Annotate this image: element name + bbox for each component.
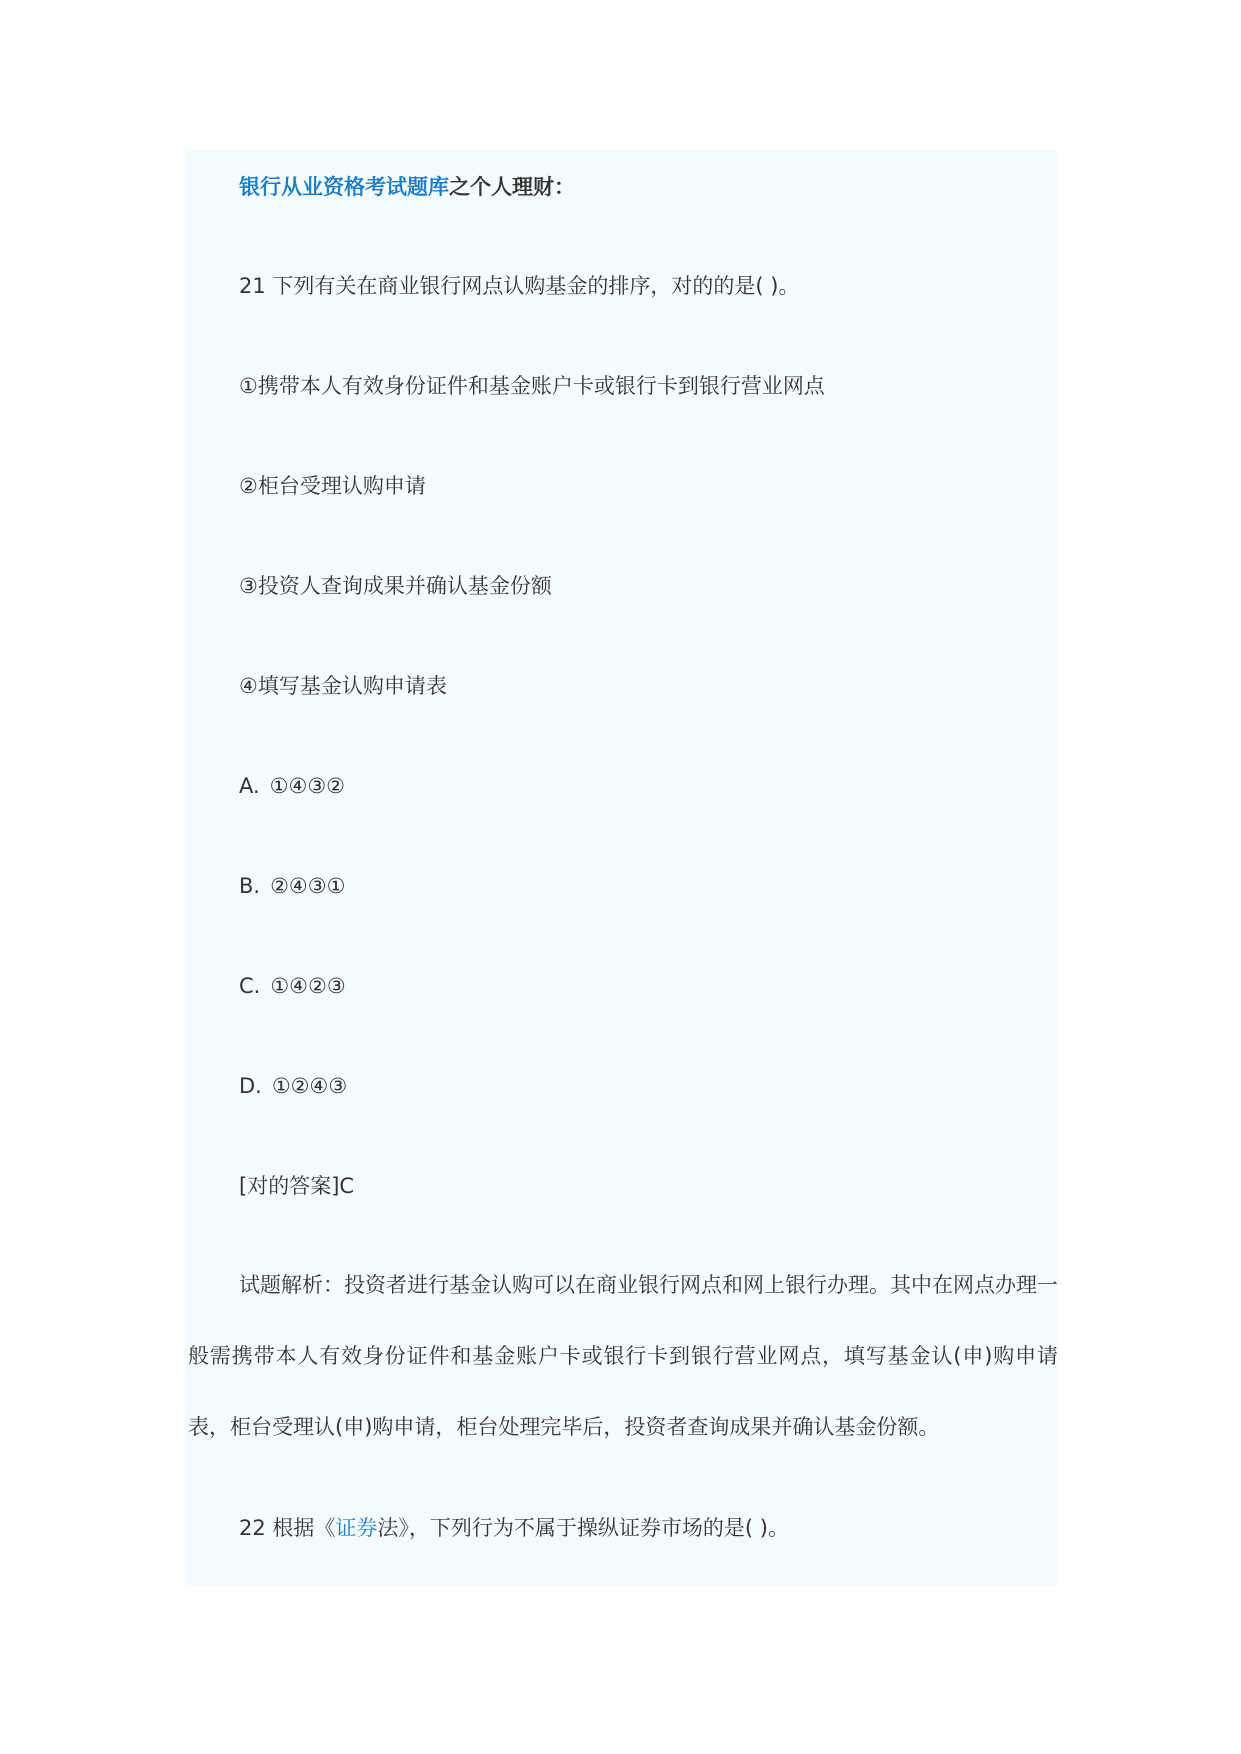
question-22-prefix: 22 根据《 xyxy=(239,1516,336,1540)
step-item-1: ①携带本人有效身份证件和基金账户卡或银行卡到银行营业网点 xyxy=(239,374,825,398)
option-d xyxy=(239,1071,347,1101)
option-b-text: ②④③① xyxy=(270,874,346,898)
step-item-3: ③投资人查询成果并确认基金份额 xyxy=(239,574,552,598)
option-c-text: ①④②③ xyxy=(270,974,346,998)
step-item-2: ②柜台受理认购申请 xyxy=(239,474,426,498)
option-d-letter: D. xyxy=(239,1074,262,1098)
securities-link[interactable]: 证券 xyxy=(335,1516,378,1540)
question-bank-link[interactable]: 银行从业资格考试题库 xyxy=(239,175,449,199)
answer-analysis: 试题解析：投资者进行基金认购可以在商业银行网点和网上银行办理。其中在网点办理一般需携带本人有效身份证件和基金账户卡或银行卡到银行营业网点，填写基金认(申)购申请表，柜台受理认(申)购申请，柜台处理完毕后，投资者查询成果并确认基金份额。 xyxy=(188,1273,1058,1439)
question-22-suffix: 法》，下列行为不属于操纵证券市场的是( )。 xyxy=(377,1516,789,1540)
option-a xyxy=(239,771,345,801)
option-c xyxy=(239,971,346,1001)
option-b-letter: B. xyxy=(239,874,261,898)
section-heading xyxy=(239,172,575,202)
step-item-4: ④填写基金认购申请表 xyxy=(239,674,447,698)
question-22-stem xyxy=(239,1513,789,1543)
question-21-stem: 21 下列有关在商业银行网点认购基金的排序，对的的是( )。 xyxy=(239,274,800,298)
option-a-letter: A. xyxy=(239,774,260,798)
heading-suffix: 之个人理财： xyxy=(449,175,575,199)
correct-answer: [对的答案]C xyxy=(239,1174,355,1198)
option-b xyxy=(239,871,345,901)
option-a-text: ①④③② xyxy=(269,774,345,798)
option-c-letter: C. xyxy=(239,974,261,998)
option-d-text: ①②④③ xyxy=(271,1074,348,1098)
